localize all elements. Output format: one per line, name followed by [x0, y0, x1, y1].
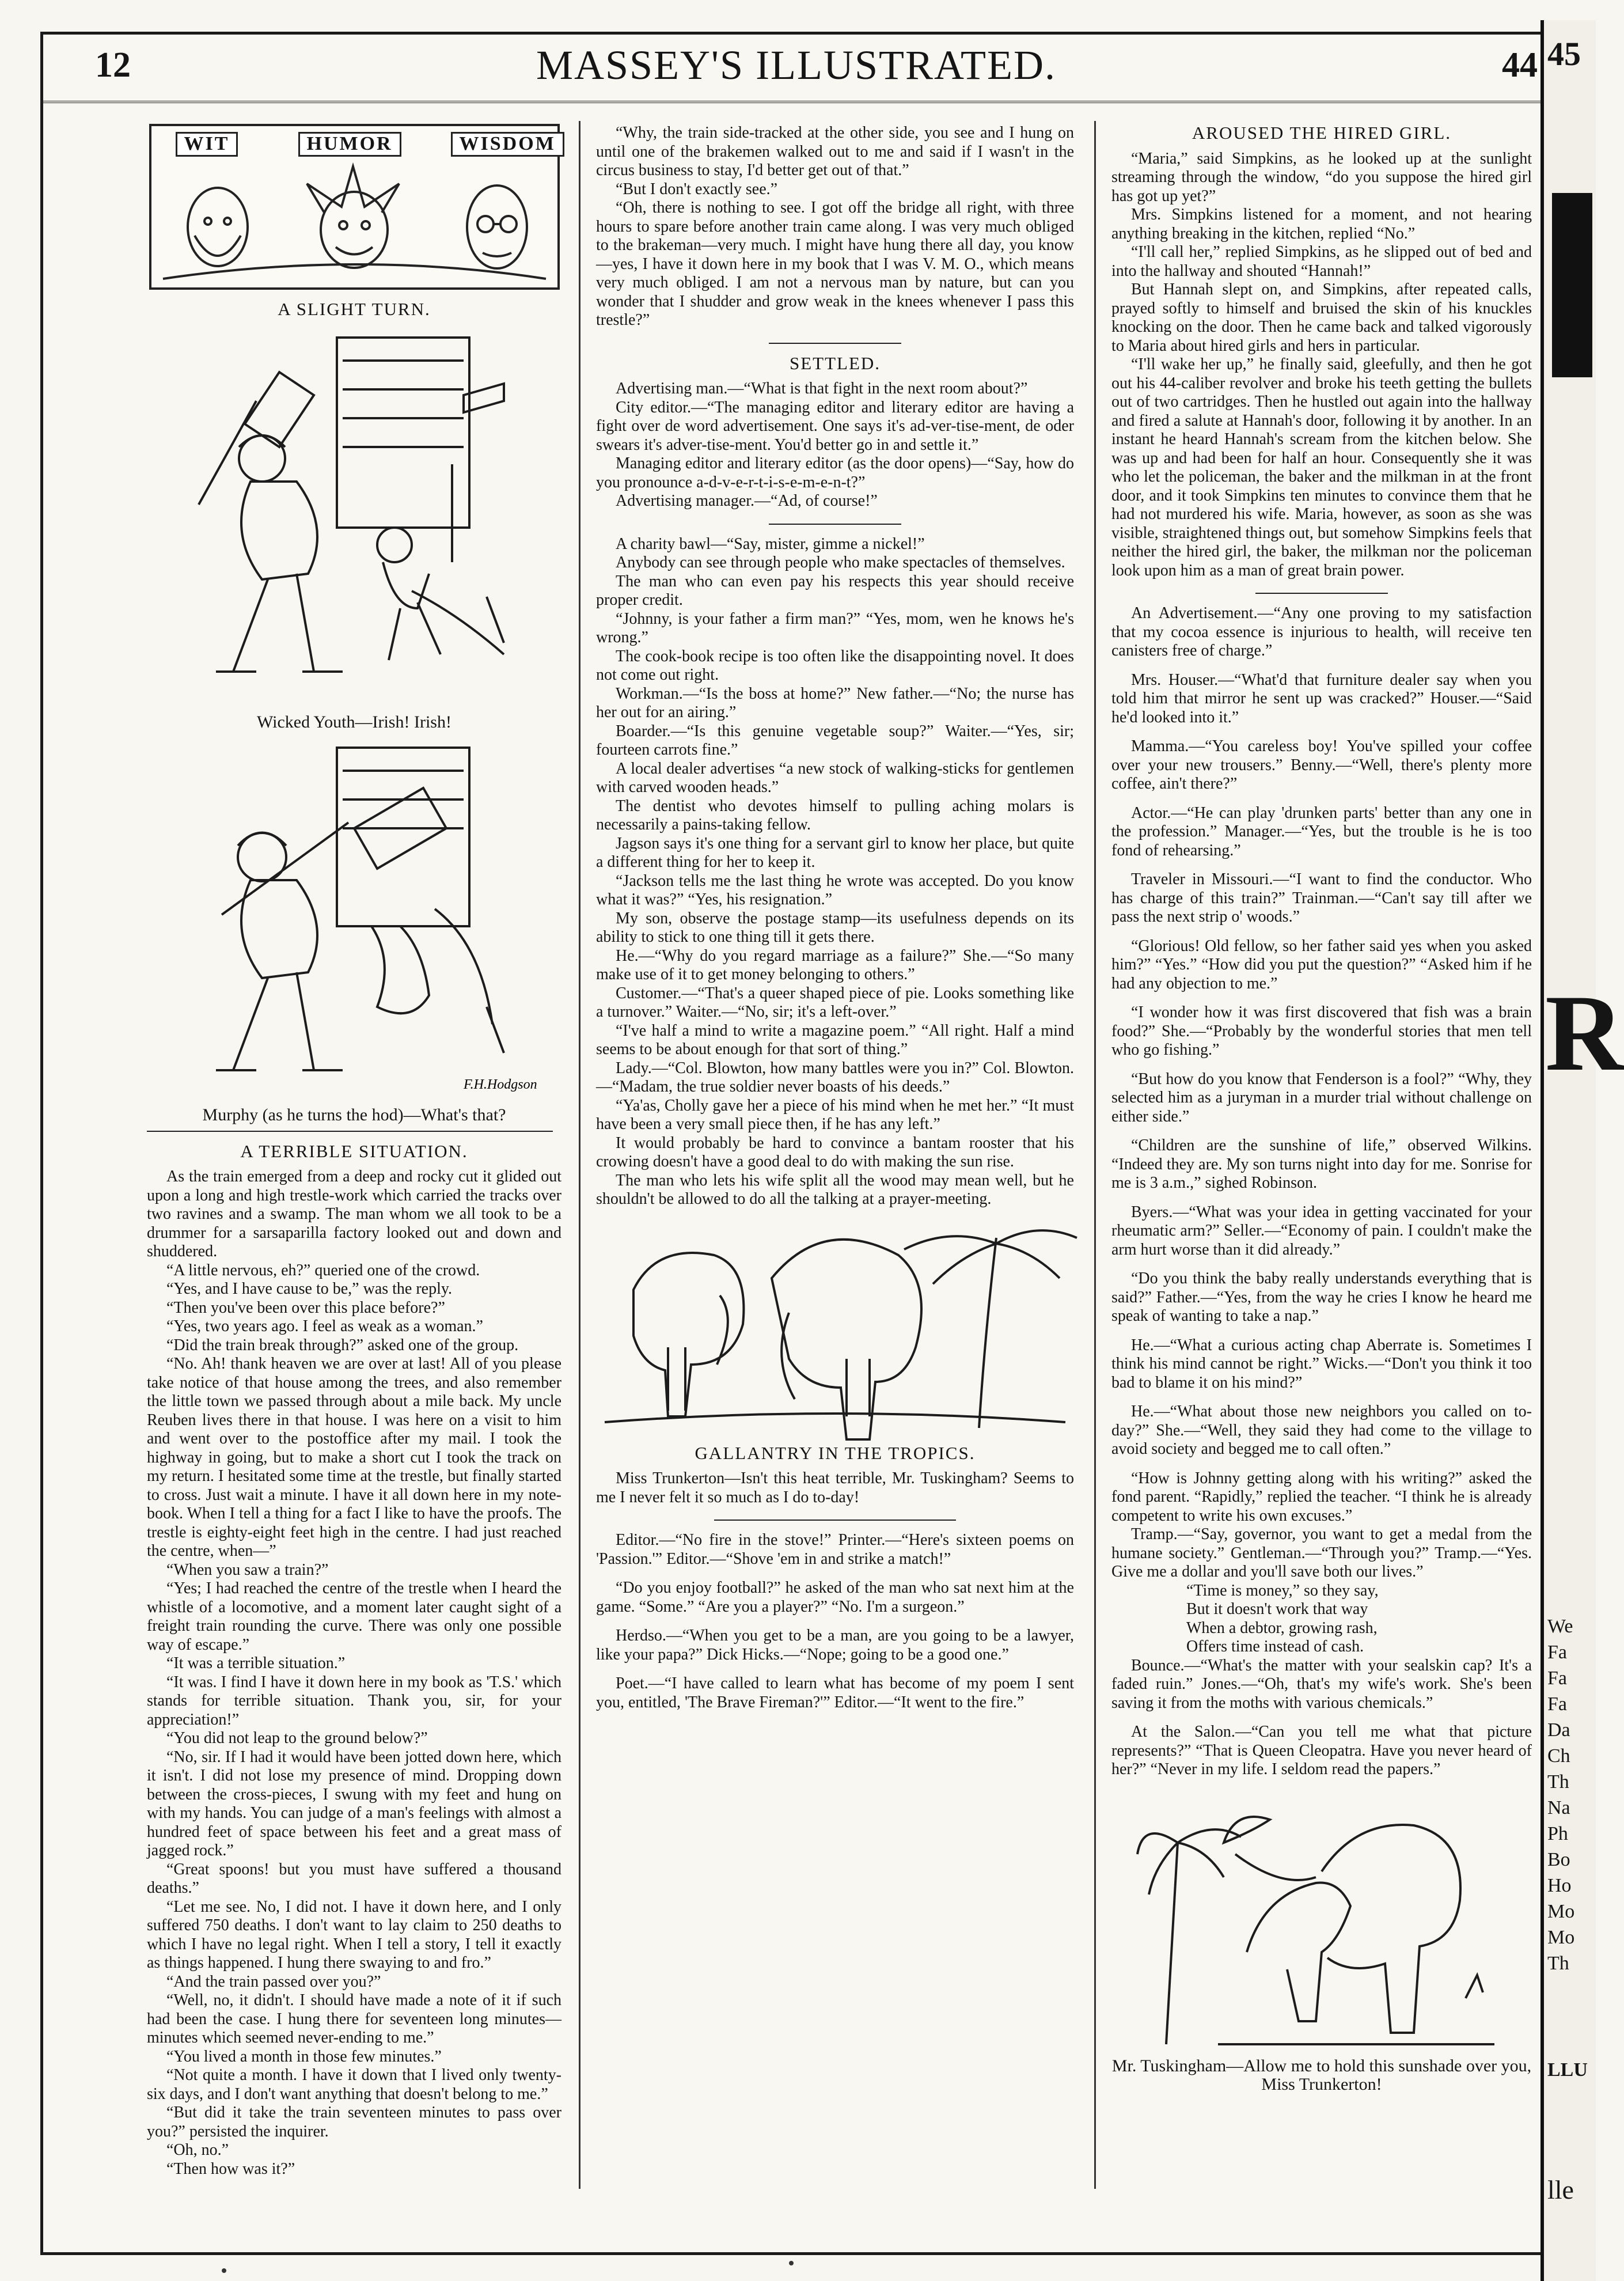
section-rule — [147, 1131, 553, 1132]
joke-paragraph: “I've half a mind to write a magazine poem.” “All right. Half a mind seems to be about enough for that sort of thing.” — [596, 1021, 1074, 1058]
joke-paragraph: “Johnny, is your father a firm man?” “Yes, mom, wen he knows he's wrong.” — [596, 609, 1074, 646]
joke-paragraph: Actor.—“He can play 'drunken parts' better than any one in the profession.” Manager.—“Yes, but the trouble is he is too fond of rehearsing.” — [1111, 804, 1532, 859]
joke-paragraph: A local dealer advertises “a new stock of walking-sticks for gentlemen with carved wooden heads.” — [596, 759, 1074, 796]
story-paragraph: “You lived a month in those few minutes.” — [166, 2047, 442, 2066]
adjacent-text: Th — [1547, 1953, 1569, 1974]
story-paragraph: “No, sir. If I had it would have been jotted down here, which it isn't. I did not lose my presence of mind. Dropping down between the cross-pieces, I swung with my feet and hung on with my hands. You can judge of a man's feelings with almost a hundred feet of space between his feet and a great mass of jagged rock.” — [147, 1748, 561, 1859]
poem — [1111, 1582, 1532, 1657]
story-paragraph: “Oh, no.” — [166, 2141, 229, 2159]
story-paragraph: “It was. I find I have it down here in my book as 'T.S.' which stands for terrible situation. Thank you, sir, for your appreciation!” — [147, 1673, 561, 1729]
joke-paragraph: “Ya'as, Cholly gave her a piece of his mind when he met her.” “It must have been a very small piece then, if he has any left.” — [596, 1096, 1074, 1133]
story-paragraph: “When you saw a train?” — [166, 1560, 329, 1579]
column-three — [1111, 124, 1532, 2099]
poem-line: Offers time instead of cash. — [1186, 1638, 1364, 1655]
joke-paragraph: Boarder.—“Is this genuine vegetable soup?” Waiter.—“Yes, sir; fourteen carrots fine.” — [596, 722, 1074, 759]
story-paragraph: As the train emerged from a deep and rocky cut it glided out upon a long and high trestle-work which carried the tracks over two ravines and a swamp. The man whom we all took to be a drummer for a sarsaparilla factory looked out and down and shuddered. — [147, 1168, 561, 1260]
story-paragraph: “Did the train break through?” asked one of the group. — [166, 1336, 519, 1354]
print-speck — [222, 2268, 226, 2273]
poem-line: But it doesn't work that way — [1186, 1600, 1368, 1618]
cartoon-caption: Wicked Youth—Irish! Irish! — [257, 712, 451, 732]
joke-paragraph: Mrs. Houser.—“What'd that furniture dealer say when you told him that mirror he sent up was cracked?” Houser.—“Said he'd looked into it.” — [1111, 670, 1532, 726]
cartoon-caption: Murphy (as he turns the hod)—What's that? — [202, 1105, 506, 1124]
column-two — [596, 124, 1074, 1712]
story-paragraph: “But did it take the train seventeen minutes to pass over you?” persisted the inquirer. — [147, 2104, 561, 2140]
story-paragraph: “No. Ah! thank heaven we are over at last! All of you please take notice of that house among the trees, and also remember the little town we passed through about a mile back. My uncle Reuben lives there in that house. I was here on a visit to him and went over to the postoffice after my mail. I took the highway in going, but to make a short cut I took the track on my return. I hesitated some time at the trestle, but finally started to cross. Just wait a minute. I have it all down here in my note-book. When I tell a thing for a fact I like to have the proofs. The trestle is eighty-eight feet high in the centre. I had just reached the centre, when—” — [147, 1355, 561, 1560]
banner-word: WISDOM — [451, 132, 564, 157]
story-paragraph: “Not quite a month. I have it down that I lived only twenty-six days, and I don't want anything that doesn't belong to me.” — [147, 2066, 561, 2103]
joke-paragraph: “Children are the sunshine of life,” observed Wilkins. “Indeed they are. My son turns night into day for me. Sonrise for me is 3 a.m.,” sighed Robinson. — [1111, 1136, 1532, 1192]
joke-paragraph: An Advertisement.—“Any one proving to my satisfaction that my cocoa essence is injurious to health, will receive ten canisters free of charge.” — [1111, 604, 1532, 660]
joke-paragraph: The man who can even pay his respects this year should receive proper credit. — [596, 572, 1074, 609]
joke-paragraph: Mamma.—“You careless boy! You've spilled your coffee over your new trousers.” Benny.—“Well, there's plenty more coffee, ain't there?” — [1111, 737, 1532, 793]
story-paragraph: “Maria,” said Simpkins, as he looked up at the sunlight streaming through the window, “do you suppose the hired girl has got up yet?” — [1111, 149, 1532, 205]
adjacent-page-edge — [1540, 20, 1624, 2281]
adjacent-text: Na — [1547, 1797, 1570, 1818]
story-heading: A TERRIBLE SITUATION. — [240, 1140, 468, 1161]
elephant-sunshade-illustration — [1132, 1779, 1512, 2050]
page-number: 12 — [95, 46, 131, 85]
joke-paragraph: The man who lets his wife split all the wood may mean well, but he shouldn't be allowed to do all the talking at a prayer-meeting. — [596, 1171, 1074, 1208]
joke-paragraph: “Jackson tells me the last thing he wrote was accepted. Do you know what it was?” “Yes, his resignation.” — [596, 872, 1074, 908]
joke-paragraph: “Do you think the baby really understands everything that is said?” Father.—“Yes, from the way he cries I know he heard me speak of wanting to take a nap.” — [1111, 1270, 1532, 1325]
joke-paragraph: The cook-book recipe is too often like the disappointing novel. It does not come out right. — [596, 647, 1074, 684]
column-rule — [579, 121, 580, 2189]
joke-paragraph: “But how do you know that Fenderson is a fool?” “Why, they selected him as a juryman in a murder trial without challenge on either side.” — [1111, 1070, 1532, 1126]
adjacent-text: We — [1547, 1616, 1573, 1637]
joke-paragraph: “Do you enjoy football?” he asked of the man who sat next him at the game. “Some.” “Are you a player?” “No. I'm a surgeon.” — [596, 1579, 1074, 1616]
joke-paragraph: “How is Johnny getting along with his writing?” asked the fond parent. “Rapidly,” replied the teacher. “I think he is already competent to write his own excuses.” — [1111, 1469, 1532, 1525]
print-speck — [789, 2261, 794, 2265]
adjacent-text: lle — [1547, 2175, 1574, 2204]
story-paragraph: “Then how was it?” — [166, 2159, 295, 2178]
joke-paragraph: Customer.—“That's a queer shaped piece of pie. Looks something like a turnover.” Waiter.—“No, sir; it's a left-over.” — [596, 984, 1074, 1021]
adjacent-text: Fa — [1547, 1668, 1567, 1689]
story-heading: AROUSED THE HIRED GIRL. — [1192, 123, 1452, 143]
story-paragraph: Mrs. Simpkins listened for a moment, and not hearing anything breaking in the kitchen, replied “No.” — [1111, 206, 1532, 243]
banner-word: WIT — [176, 132, 238, 157]
joke-paragraph: My son, observe the postage stamp—its usefulness depends on its ability to stick to one thing till it gets there. — [596, 909, 1074, 946]
adjacent-text: Ho — [1547, 1875, 1572, 1896]
joke-paragraph: City editor.—“The managing editor and literary editor are having a fight over de word advertisement. One says it's ad-ver-tise-ment, de oder swears it's adver-tise-ment. You'd better go in and settle it.” — [596, 398, 1074, 454]
section-rule — [1255, 593, 1388, 594]
story-paragraph: “Oh, there is nothing to see. I got off the bridge all right, with three hours to spare before another train came along. I was very much obliged to the brakeman—very much. I might have hung there all day, you know—yes, I have it down here in my book that I was V. M. O., which means very much obliged. I am not a nervous man by nature, but can you wonder that I shudder and grow weak in the knees whenever I pass this trestle?” — [596, 199, 1074, 329]
story-paragraph: “You did not leap to the ground below?” — [166, 1729, 428, 1747]
joke-paragraph: Byers.—“What was your idea in getting vaccinated for your rheumatic arm?” Seller.—“Economy of pain. I couldn't make the arm hurt worse than it did already.” — [1111, 1203, 1532, 1259]
joke-paragraph: Managing editor and literary editor (as the door opens)—“Say, how do you pronounce a-d-v-e-r-t-i-s-e-m-e-n-t?” — [596, 454, 1074, 491]
adjacent-text: Mo — [1547, 1927, 1575, 1948]
joke-paragraph: Traveler in Missouri.—“I want to find the conductor. Who has charge of this train?” Trainman.—“Can't say till after we pass the next strip o' woods.” — [1111, 870, 1532, 926]
joke-paragraph: At the Salon.—“Can you tell me what that picture represents?” “That is Queen Cleopatra. Have you never heard of her?” “Never in my life. I seldom read the papers.” — [1111, 1723, 1532, 1778]
story-paragraph: “Let me see. No, I did not. I have it down here, and I only suffered 750 deaths. I don't want to lay claim to 250 deaths to which I have no legal right. When I tell a story, I tell it exactly as things happened. I hung there swaying to and fro.” — [147, 1897, 561, 1972]
adjacent-text: Mo — [1547, 1901, 1575, 1922]
section-rule — [769, 524, 901, 525]
joke-paragraph: He.—“What about those new neighbors you called on to-day?” She.—“Well, they said they had come to the village to avoid society and begged me to call often.” — [1111, 1403, 1532, 1458]
wit-humor-wisdom-banner — [149, 124, 560, 290]
story-paragraph: “Well, no, it didn't. I should have made a note of it if such had been the case. I hung there for seventeen long minutes—minutes which seemed never-ending to me.” — [147, 1991, 561, 2047]
story-paragraph: “Then you've been over this place before?” — [166, 1298, 445, 1317]
story-paragraph: But Hannah slept on, and Simpkins, after repeated calls, prayed softly to himself and bruised the skin of his knuckles knocking on the door. Then he came back and talked vigorously to Maria about hired girls and hers in particular. — [1111, 281, 1532, 355]
story-paragraph: “Yes; I had reached the centre of the trestle when I heard the whistle of a locomotive, and a moment later caught sight of a freight train rounding the curve. There was only one possible way of escape.” — [147, 1579, 561, 1654]
joke-paragraph: He.—“Why do you regard marriage as a failure?” She.—“So many make use of it to get money belonging to others.” — [596, 946, 1074, 983]
adjacent-text: Da — [1547, 1719, 1570, 1741]
joke-paragraph: Poet.—“I have called to learn what has become of my poem I sent you, entitled, 'The Brave Fireman?'” Editor.—“It went to the fire.” — [596, 1674, 1074, 1711]
adjacent-text: Ph — [1547, 1823, 1568, 1844]
joke-paragraph: “I wonder how it was first discovered that fish was a brain food?” She.—“Probably by the wonderful stories that men tell who go fishing.” — [1111, 1003, 1532, 1059]
right-page-number: 44 — [1502, 46, 1538, 85]
hod-carrier-cartoon-2 — [164, 736, 544, 1099]
adjacent-text: LLU — [1547, 2059, 1588, 2081]
joke-paragraph: Lady.—“Col. Blowton, how many battles were you in?” Col. Blowton.—“Madam, the true soldier never boasts of his deeds.” — [596, 1059, 1074, 1096]
adjacent-text: Bo — [1547, 1849, 1570, 1870]
adjacent-text: Fa — [1547, 1693, 1567, 1715]
story-paragraph: “A little nervous, eh?” queried one of the crowd. — [166, 1261, 480, 1279]
story-paragraph: “Yes, and I have cause to be,” was the reply. — [166, 1280, 453, 1298]
cartoon-heading: A SLIGHT TURN. — [278, 299, 431, 319]
hod-carrier-cartoon-1 — [164, 326, 544, 706]
joke-paragraph: It would probably be hard to convince a bantam rooster that his crowing doesn't have a good deal to do with making the sun rise. — [596, 1134, 1074, 1170]
joke-paragraph: Anybody can see through people who make spectacles of themselves. — [616, 554, 1065, 571]
poem-line: “Time is money,” so they say, — [1186, 1581, 1379, 1600]
joke-paragraph: He.—“What a curious acting chap Aberrate is. Sometimes I think his mind cannot be right.” Wicks.—“Don't you think it too bad to blame it on his mind?” — [1111, 1336, 1532, 1392]
illustration-caption: Mr. Tuskingham—Allow me to hold this sunshade over you, Miss Trunkerton! — [1111, 2056, 1532, 2094]
section-rule — [769, 343, 901, 344]
adjacent-text: Fa — [1547, 1642, 1567, 1663]
gallantry-heading: GALLANTRY IN THE TROPICS. — [695, 1442, 976, 1463]
story-paragraph: “I'll wake her up,” he finally said, gleefully, and then he got out his 44-caliber revolver and broke his teeth getting the bullets out of two cartridges. Then he hustled out again into the hallway and fired a salute at Hannah's door, following it by another. In an instant he heard Hannah's scream from the kitchen below. She was up and had been for half an hour. Consequently she it was who let the policeman, the baker and the milkman in at the front door, and it took Simpkins ten minutes to convince them that he had not murdered his wife. Maria, however, as soon as she was visible, straightened things out, but somehow Simpkins feels that neither the hired girl, the baker, the milkman nor the policeman look upon him as a man of great brain power. — [1111, 355, 1532, 579]
joke-paragraph: Advertising man.—“What is that fight in the next room about?” — [616, 380, 1028, 397]
section-rule — [714, 1520, 956, 1521]
adjacent-text: Th — [1547, 1771, 1569, 1793]
banner-word: HUMOR — [298, 132, 401, 157]
story-paragraph: “Great spoons! but you must have suffered a thousand deaths.” — [147, 1860, 561, 1897]
joke-paragraph: A charity bawl—“Say, mister, gimme a nickel!” — [616, 535, 925, 553]
magazine-title: MASSEY'S ILLUSTRATED. — [536, 42, 1057, 88]
joke-paragraph: Herdso.—“When you get to be a man, are you going to be a lawyer, like your papa?” Dick Hicks.—“Nope; going to be a good one.” — [596, 1627, 1074, 1664]
joke-paragraph: Editor.—“No fire in the stove!” Printer.—“Here's sixteen poems on 'Passion.'” Editor.—“Shove 'em in and strike a match!” — [596, 1531, 1074, 1568]
artist-signature: F.H.Hodgson — [464, 1077, 537, 1092]
poem-line: When a debtor, growing rash, — [1186, 1619, 1378, 1637]
story-paragraph: “And the train passed over you?” — [166, 1972, 381, 1991]
column-one — [147, 124, 561, 2178]
story-paragraph: “It was a terrible situation.” — [166, 1654, 346, 1672]
joke-paragraph: Tramp.—“Say, governor, you want to get a medal from the humane society.” Gentleman.—“Through you?” Tramp.—“Yes. Give me a dollar and you'll save both our lives.” — [1111, 1525, 1532, 1581]
joke-paragraph: Jagson says it's one thing for a servant girl to know her place, but quite a different thing for her to keep it. — [596, 834, 1074, 871]
joke-paragraph: The dentist who devotes himself to pulling aching molars is necessarily a pains-taking fellow. — [596, 797, 1074, 833]
gallantry-text: Miss Trunkerton—Isn't this heat terrible, Mr. Tuskingham? Seems to me I never felt it so much as I do to-day! — [596, 1469, 1074, 1506]
story-paragraph: “Yes, two years ago. I feel as weak as a woman.” — [166, 1317, 483, 1335]
adjacent-page-number: 45 — [1547, 35, 1581, 73]
joke-paragraph: Advertising manager.—“Ad, of course!” — [616, 492, 878, 510]
adjacent-large-letter: R — [1545, 973, 1624, 1094]
adjacent-black-block — [1552, 193, 1592, 377]
story-paragraph: “But I don't exactly see.” — [616, 180, 778, 198]
settled-heading: SETTLED. — [789, 353, 881, 373]
joke-paragraph: Workman.—“Is the boss at home?” New father.—“No; the nurse has her out for an airing.” — [596, 684, 1074, 721]
story-paragraph: “Why, the train side-tracked at the other side, you see and I hung on until one of the brakemen walked out to me and said if I wasn't in the circus business to stay, I'd better get out of that.” — [596, 124, 1074, 179]
story-paragraph: “I'll call her,” replied Simpkins, as he slipped out of bed and into the hallway and shouted “Hannah!” — [1111, 243, 1532, 280]
joke-paragraph: “Glorious! Old fellow, so her father said yes when you asked him?” “Yes.” “How did you put the question?” “Asked him if he had any objection to me.” — [1111, 937, 1532, 992]
joke-paragraph: Bounce.—“What's the matter with your sealskin cap? It's a faded ruin.” Jones.—“Oh, that's my wife's work. She's been saving it from the moths with various chemicals.” — [1111, 1656, 1532, 1712]
column-rule — [1094, 121, 1096, 2189]
elephants-illustration — [599, 1209, 1071, 1434]
adjacent-text: Ch — [1547, 1745, 1570, 1767]
